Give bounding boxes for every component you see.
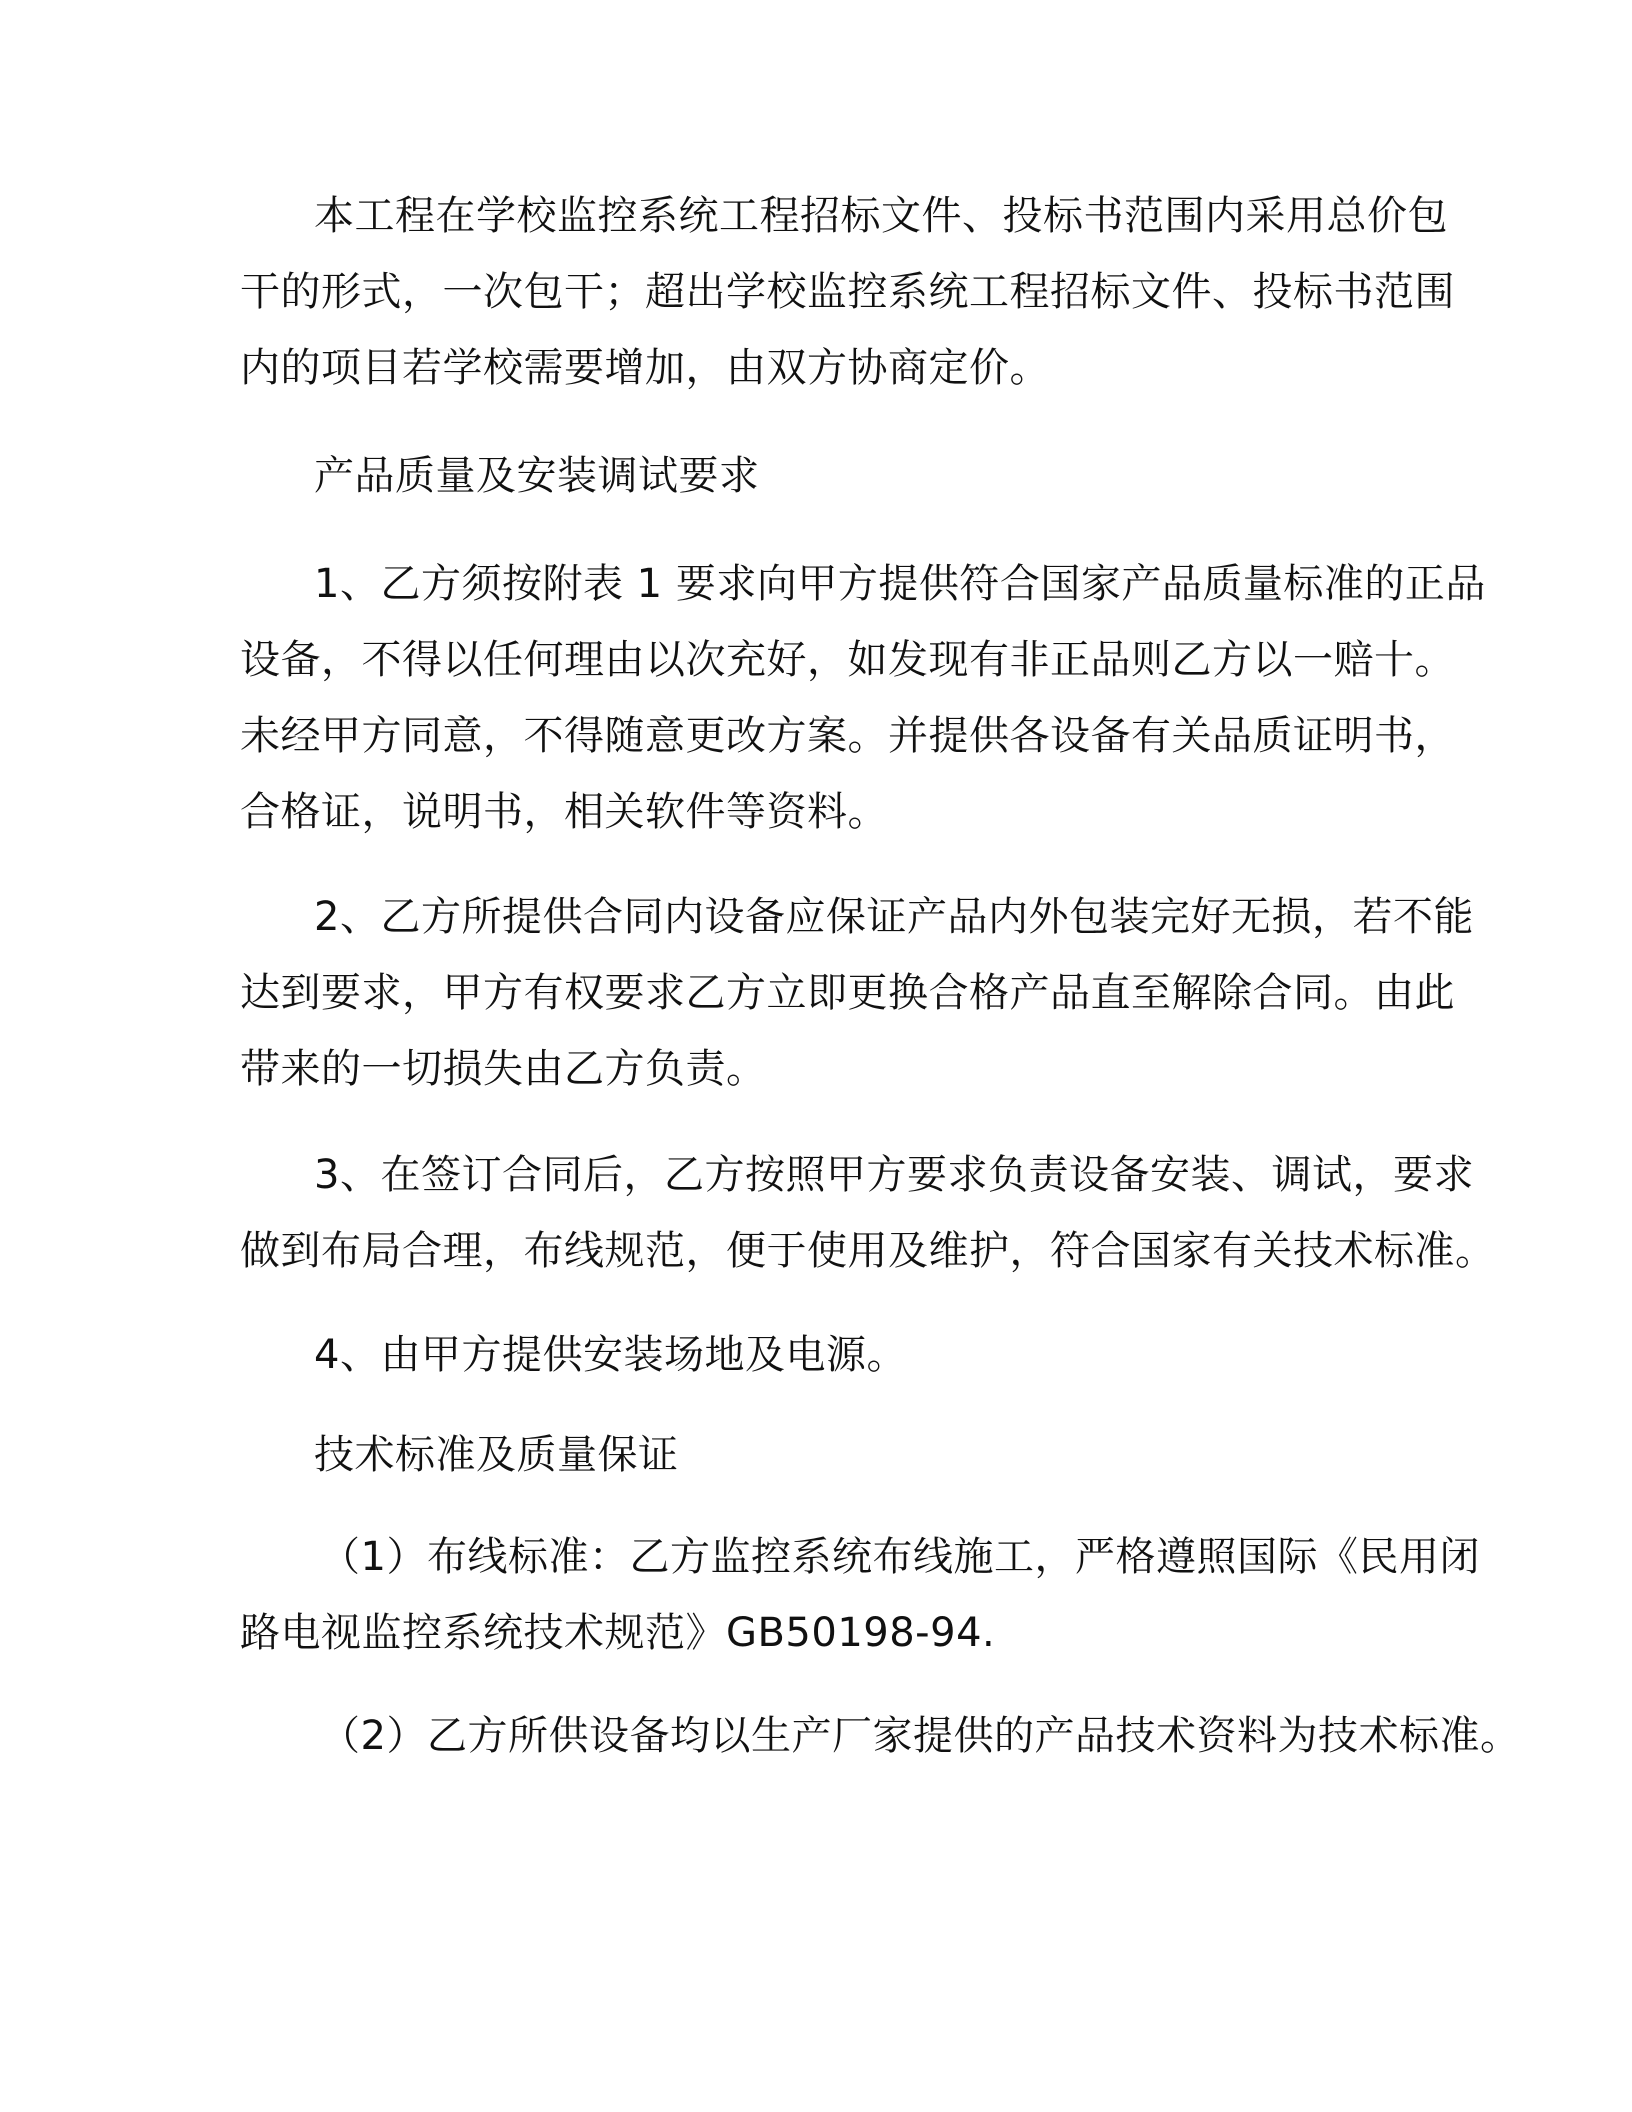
clause-4 [240, 1317, 1400, 1393]
text-line: 干的形式，一次包干；超出学校监控系统工程招标文件、投标书范围 [240, 269, 1455, 315]
paragraph-pricing [240, 178, 1455, 406]
text-line: 1、乙方须按附表 1 要求向甲方提供符合国家产品质量标准的正品 [314, 561, 1486, 607]
text-line: 达到要求，甲方有权要求乙方立即更换合格产品直至解除合同。由此 [240, 970, 1455, 1016]
text-line: 3、在签订合同后，乙方按照甲方要求负责设备安装、调试，要求 [314, 1152, 1474, 1198]
text-line: 本工程在学校监控系统工程招标文件、投标书范围内采用总价包 [314, 193, 1448, 239]
text-line: （1）布线标准：乙方监控系统布线施工，严格遵照国际《民用闭 [320, 1534, 1480, 1580]
section-heading-technical-standards [240, 1417, 1400, 1493]
text-line: 合格证，说明书，相关软件等资料。 [240, 789, 888, 835]
text-line: （2）乙方所供设备均以生产厂家提供的产品技术资料为技术标准。 [320, 1713, 1521, 1759]
text-line: 4、由甲方提供安装场地及电源。 [314, 1332, 907, 1378]
text-line: 2、乙方所提供合同内设备应保证产品内外包装完好无损，若不能 [314, 894, 1474, 940]
text-line: 路电视监控系统技术规范》GB50198-94. [240, 1610, 996, 1656]
text-line: 未经甲方同意，不得随意更改方案。并提供各设备有关品质证明书， [240, 713, 1455, 759]
clause-1 [240, 546, 1486, 850]
section-heading-quality-installation [240, 438, 1400, 514]
clause-3 [240, 1137, 1496, 1289]
heading-line: 技术标准及质量保证 [314, 1432, 679, 1478]
text-line: 带来的一切损失由乙方负责。 [240, 1046, 767, 1092]
clause-2 [240, 879, 1474, 1107]
heading-line: 产品质量及安装调试要求 [314, 453, 760, 499]
standard-item-1 [240, 1519, 1480, 1671]
text-line: 设备，不得以任何理由以次充好，如发现有非正品则乙方以一赔十。 [240, 637, 1455, 683]
text-line: 做到布局合理，布线规范，便于使用及维护，符合国家有关技术标准。 [240, 1228, 1496, 1274]
standard-item-2 [240, 1698, 1521, 1774]
text-line: 内的项目若学校需要增加，由双方协商定价。 [240, 345, 1050, 391]
